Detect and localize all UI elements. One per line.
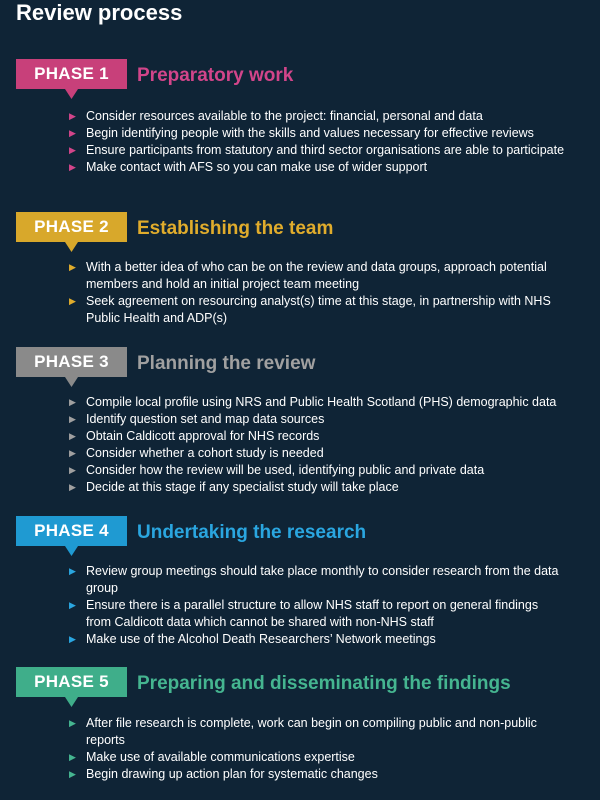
phase-3-title: Planning the review [137, 353, 316, 374]
bullet-text: Identify question set and map data sources [86, 412, 325, 426]
triangle-right-icon: ▶ [69, 397, 76, 407]
list-item [0, 394, 566, 411]
bullet-text: Consider resources available to the project: financial, personal and data [86, 109, 483, 123]
phase-4-label: PHASE 4 [34, 521, 109, 540]
list-item [0, 293, 566, 327]
list-item [0, 259, 566, 293]
bullet-text: Seek agreement on resourcing analyst(s) time at this stage, in partnership with NHS Public Health and ADP(s) [86, 294, 551, 325]
triangle-right-icon: ▶ [69, 752, 76, 762]
list-item [0, 142, 566, 159]
triangle-right-icon: ▶ [69, 111, 76, 121]
bullet-text: Begin identifying people with the skills and values necessary for effective reviews [86, 126, 534, 140]
triangle-right-icon: ▶ [69, 162, 76, 172]
triangle-right-icon: ▶ [69, 465, 76, 475]
phase-1-title: Preparatory work [137, 65, 294, 86]
phase-2-title: Establishing the team [137, 218, 334, 239]
phase-3-badge [16, 347, 127, 387]
list-item [0, 715, 566, 749]
phase-2-badge [16, 212, 127, 252]
list-item [0, 411, 566, 428]
triangle-right-icon: ▶ [69, 296, 76, 306]
phase-4-bullets [0, 563, 566, 648]
phase-5-label: PHASE 5 [34, 672, 109, 691]
bullet-text: Make use of available communications expertise [86, 750, 355, 764]
bullet-text: Consider how the review will be used, identifying public and private data [86, 463, 485, 477]
list-item [0, 108, 566, 125]
bullet-text: Ensure there is a parallel structure to allow NHS staff to report on general findings from Caldicott data which cannot be shared with non-NHS staff [86, 598, 539, 629]
triangle-right-icon: ▶ [69, 414, 76, 424]
phase-3-bullets [0, 394, 566, 496]
phase-4-badge [16, 516, 127, 556]
bullet-text: Obtain Caldicott approval for NHS records [86, 429, 320, 443]
triangle-right-icon: ▶ [69, 634, 76, 644]
bullet-text: Decide at this stage if any specialist study will take place [86, 480, 399, 494]
phase-1-bullets [0, 108, 566, 176]
list-item [0, 479, 566, 496]
triangle-right-icon: ▶ [69, 145, 76, 155]
list-item [0, 159, 566, 176]
bullet-text: Begin drawing up action plan for systematic changes [86, 767, 378, 781]
bullet-text: Compile local profile using NRS and Public Health Scotland (PHS) demographic data [86, 395, 557, 409]
triangle-right-icon: ▶ [69, 769, 76, 779]
list-item [0, 749, 566, 766]
bullet-text: Make contact with AFS so you can make use of wider support [86, 160, 428, 174]
list-item [0, 597, 566, 631]
phase-5-bullets [0, 715, 566, 783]
triangle-right-icon: ▶ [69, 600, 76, 610]
bullet-text: Review group meetings should take place monthly to consider research from the data group [86, 564, 559, 595]
triangle-right-icon: ▶ [69, 448, 76, 458]
phase-1-label: PHASE 1 [34, 64, 109, 83]
triangle-right-icon: ▶ [69, 431, 76, 441]
list-item [0, 563, 566, 597]
triangle-right-icon: ▶ [69, 482, 76, 492]
list-item [0, 428, 566, 445]
triangle-right-icon: ▶ [69, 262, 76, 272]
bullet-text: Make use of the Alcohol Death Researchers’ Network meetings [86, 632, 436, 646]
bullet-text: Ensure participants from statutory and third sector organisations are able to participate [86, 143, 565, 157]
phase-1-badge [16, 59, 127, 99]
triangle-right-icon: ▶ [69, 128, 76, 138]
phase-3-label: PHASE 3 [34, 352, 109, 371]
triangle-right-icon: ▶ [69, 566, 76, 576]
triangle-right-icon: ▶ [69, 718, 76, 728]
list-item [0, 462, 566, 479]
bullet-text: Consider whether a cohort study is needed [86, 446, 324, 460]
phase-4-title: Undertaking the research [137, 522, 367, 543]
phase-2-label: PHASE 2 [34, 217, 109, 236]
list-item [0, 445, 566, 462]
page-title: Review process [16, 0, 183, 25]
bullet-text: After file research is complete, work can begin on compiling public and non-public reports [86, 716, 537, 747]
list-item [0, 125, 566, 142]
phase-2-bullets [0, 259, 566, 327]
phase-5-title: Preparing and disseminating the findings [137, 673, 511, 694]
bullet-text: With a better idea of who can be on the review and data groups, approach potential members and hold an initial project team meeting [86, 260, 547, 291]
list-item [0, 766, 566, 783]
list-item [0, 631, 566, 648]
phase-5-badge [16, 667, 127, 707]
